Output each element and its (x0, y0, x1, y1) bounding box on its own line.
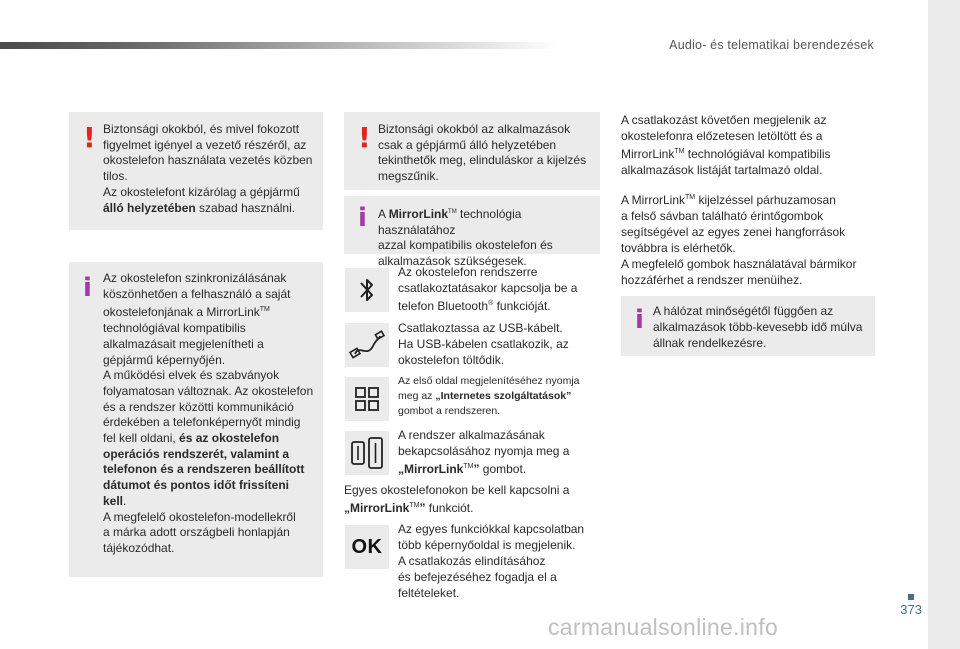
apps-grid-icon (345, 377, 389, 421)
info-box-mirrorlink-sync (69, 262, 323, 577)
page-number: 373 (900, 602, 922, 617)
info-text: A MirrorLink™ technológia használatához azzal kompatibilis okostelefon és alkalmazások szükségesek. (378, 207, 553, 269)
info-text: A hálózat minőségétől függően az alkalmazások több-kevesebb idő múlva állnak rendelkezésre. (653, 304, 863, 350)
header-bar (0, 42, 560, 49)
ok-icon: OK (345, 525, 389, 569)
warning-text: Biztonsági okokból az alkalmazások csak a gépjármű álló helyzetében tekinthetők meg, elinduláskor a kijelzés megszűnik. (378, 122, 587, 184)
step-usb-text: Csatlakoztassa az USB-kábelt. Ha USB-kábelen csatlakozik, az okostelefon töltődik. (398, 321, 569, 367)
warning-text: Biztonsági okokból, és mivel fokozott figyelmet igényel a vezető részéről, az okostelefon használata vezetés közben tilos. Az okostelefont kizárólag a gépjármű álló helyzetében szabad használni. (103, 122, 313, 215)
step-bluetooth-text: Az okostelefon rendszerre csatlakoztatásakor kapcsolja be a telefon Bluetooth® funkcióját. (398, 265, 578, 313)
info-text: Az okostelefon szinkronizálásának köszönhetően a felhasználó a saját okostelefonjának a MirrorLink™ technológiával kompatibilis alkalmazásait megjelenítheti a gépjármű képernyőjén. A működési elvek és szabványok folyamatosan változnak. Az okostelefon és a rendszer közötti kommunikáció érdekében a telefonképernyőt mindig fel kell oldani, és az okostelefon operációs rendszerét, valamint a telefonon és a rendszeren beállított dátumot és pontos időt frissíteni kell. A megfelelő okostelefon-modellekről a márka adott országbeli honlapján tájékozódhat. (103, 271, 314, 555)
page-marker (908, 594, 914, 600)
info-box-network-quality (621, 296, 875, 356)
watermark: carmanualsonline.info (548, 614, 779, 640)
section-title: Audio- és telematikai berendezések (669, 38, 874, 52)
info-icon: i (358, 203, 367, 233)
mirrorlink-icon (345, 431, 389, 475)
info-icon: i (635, 305, 644, 335)
warning-box-apps-stationary (344, 112, 600, 190)
page-margin-strip (928, 0, 960, 649)
warning-box-phone-use (69, 112, 323, 230)
step-mirrorlink-text: A rendszer alkalmazásának bekapcsolásához nyomja meg a „MirrorLink™” gombot. (398, 428, 570, 476)
paragraph-touch-buttons: A MirrorLink™ kijelzéssel párhuzamosan a felső sávban található érintőgombok segítségével az egyes zenei hangforrások továbbra is elérhetők. A megfelelő gombok használatával bármikor hozzáférhet a rendszer menüihez. (621, 193, 857, 287)
info-box-compatibility (344, 196, 600, 269)
info-icon: i (83, 273, 92, 303)
paragraph-app-list: A csatlakozást követően megjelenik az okostelefonra előzetesen letöltött és a MirrorLink™ technológiával kompatibilis alkalmazások listáját tartalmazó oldal. (621, 113, 831, 177)
step-internet-services-text: Az első oldal megjelenítéséhez nyomja meg az „Internetes szolgáltatások” gombot a rendszeren. (398, 375, 580, 417)
step-accept-conditions-text: Az egyes funkciókkal kapcsolatban több képernyőoldal is megjelenik. A csatlakozás elindításához és befejezéséhez fogadja el a feltételeket. (398, 522, 585, 600)
exclamation-icon: ! (83, 121, 96, 154)
bluetooth-icon (345, 268, 389, 312)
exclamation-icon: ! (358, 121, 371, 154)
note-enable-mirrorlink: Egyes okostelefonokon be kell kapcsolni a „MirrorLink™” funkciót. (344, 483, 570, 515)
usb-cable-icon (345, 323, 389, 367)
